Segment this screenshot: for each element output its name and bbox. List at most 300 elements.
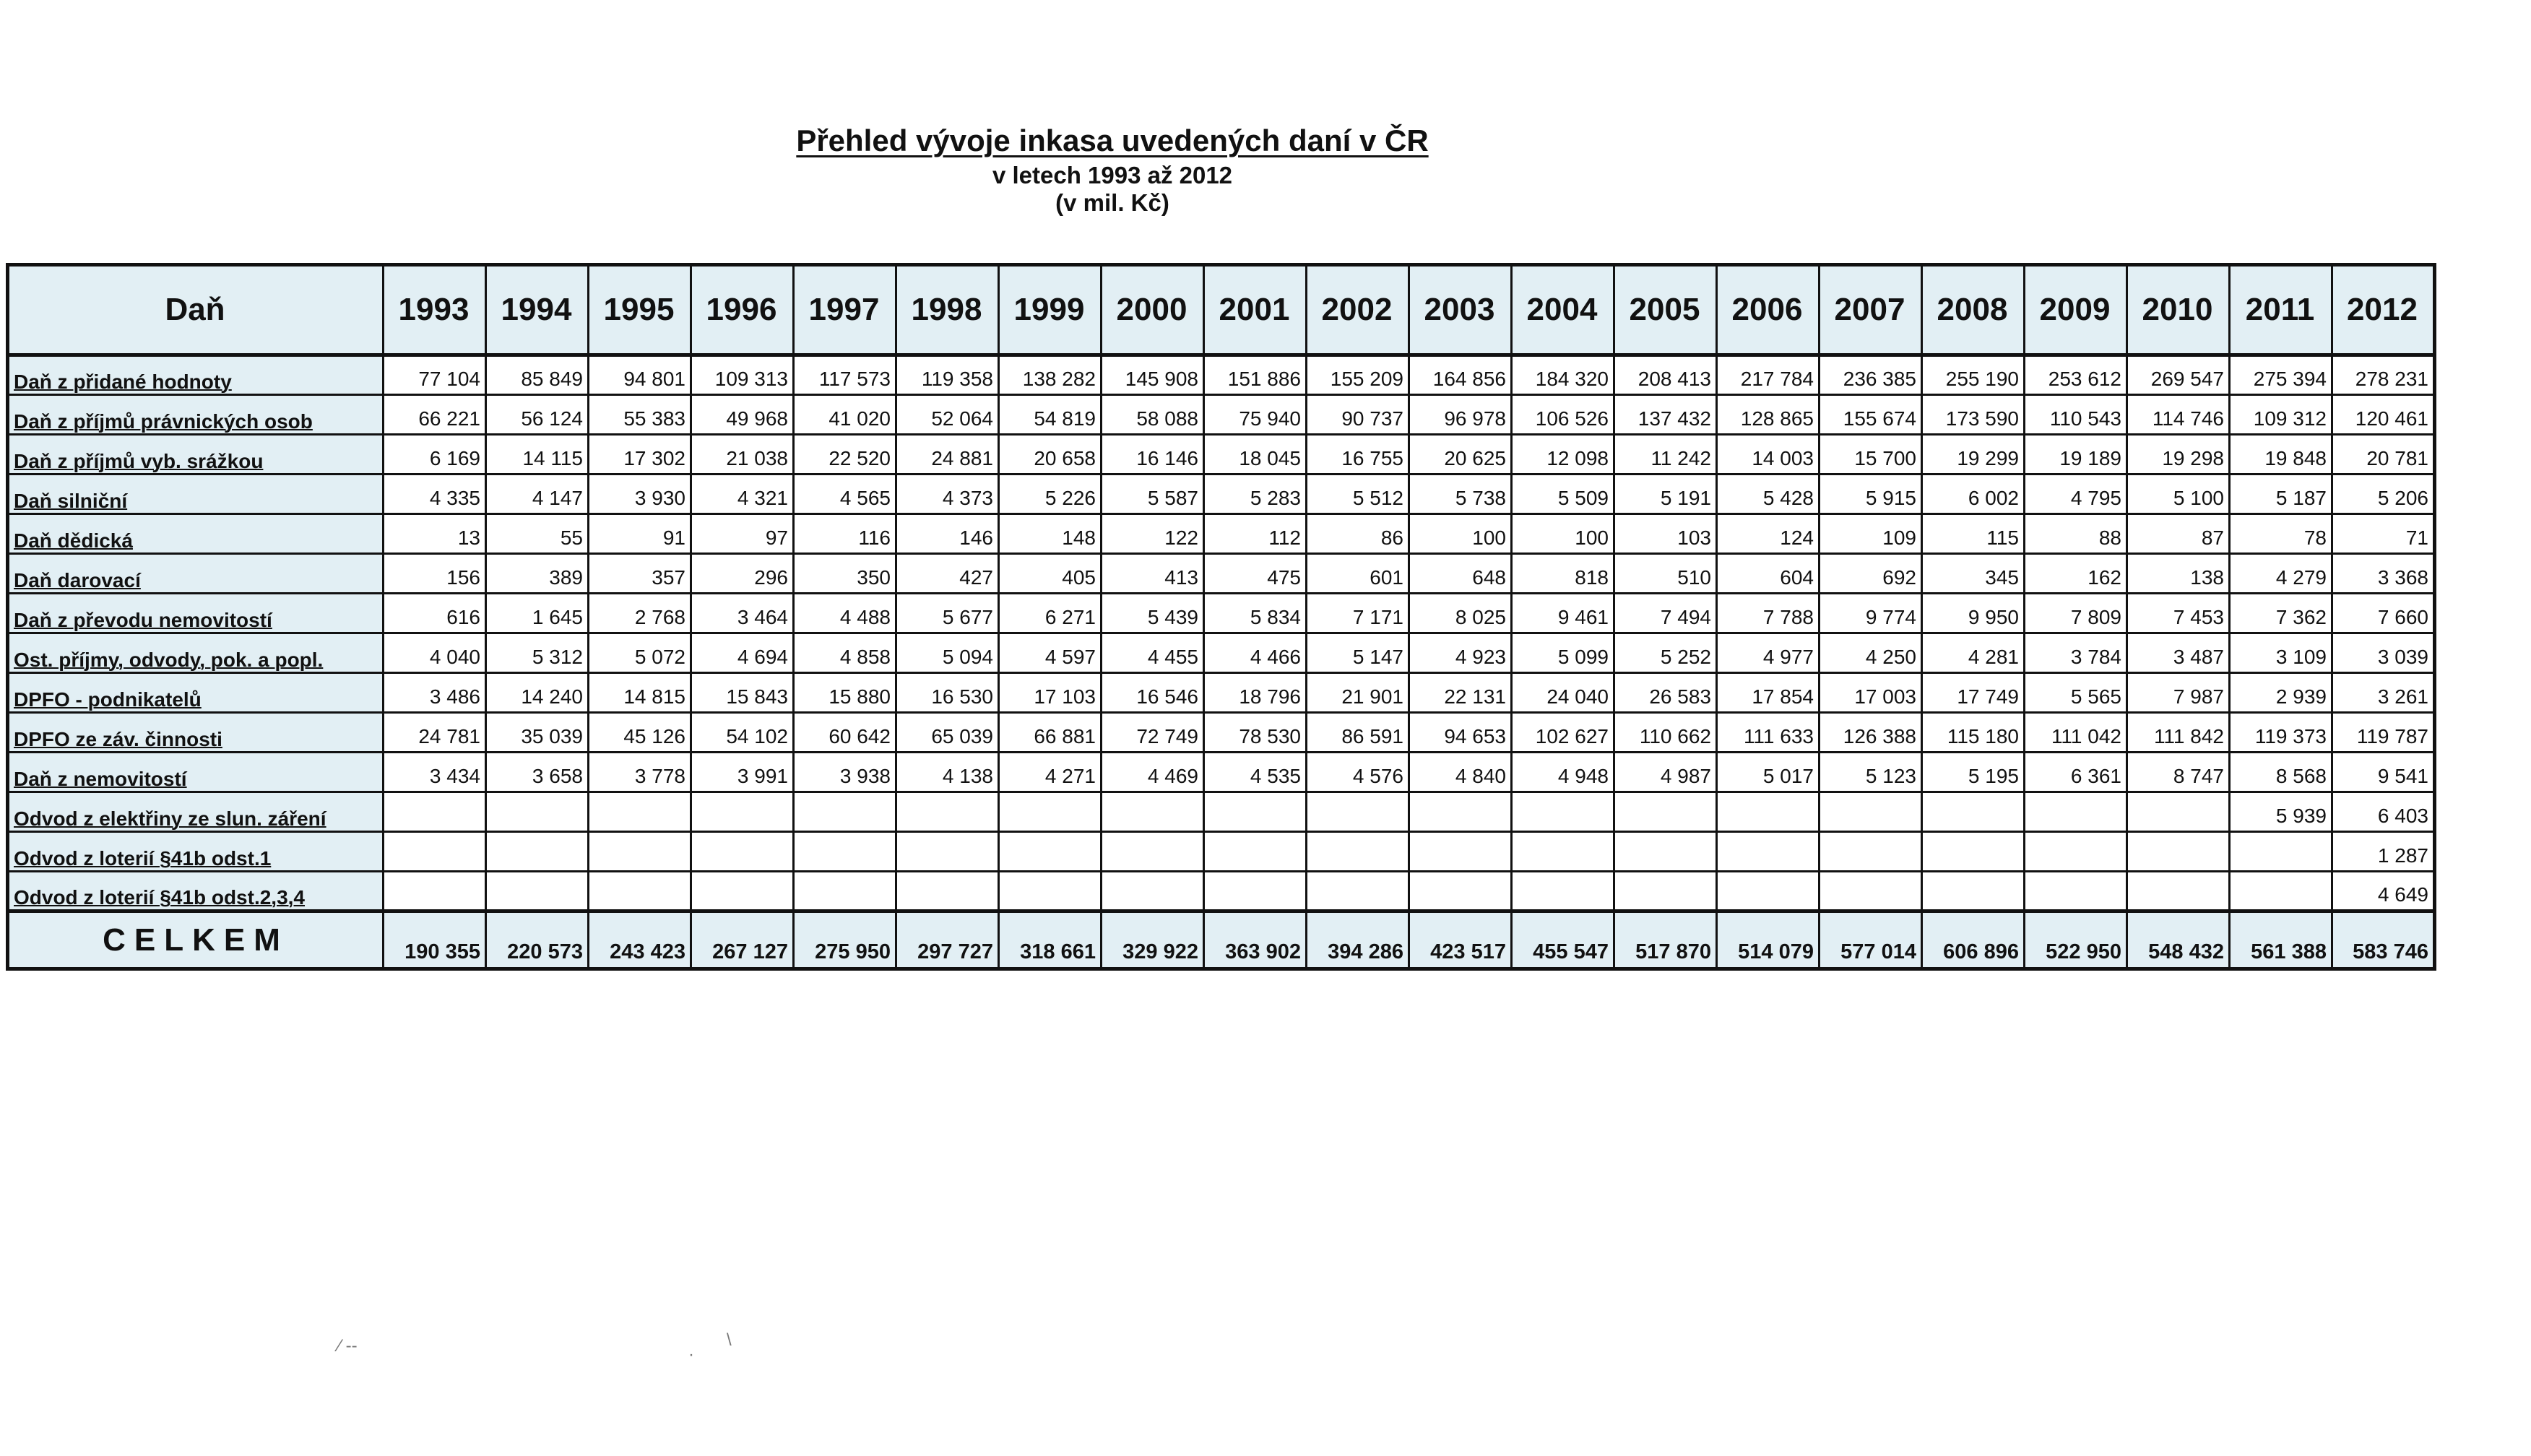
table-cell: 111 042	[2025, 713, 2127, 753]
table-cell: 20 781	[2332, 435, 2435, 474]
table-cell	[1717, 832, 1820, 872]
table-cell: 22 520	[794, 435, 896, 474]
table-cell: 3 784	[2025, 633, 2127, 673]
table-cell: 9 461	[1512, 594, 1614, 633]
column-header-year: 2004	[1512, 265, 1614, 355]
table-cell: 17 103	[999, 673, 1102, 713]
table-cell: 8 568	[2230, 753, 2332, 792]
column-header-year: 2012	[2332, 265, 2435, 355]
table-cell: 14 815	[589, 673, 691, 713]
table-cell: 78	[2230, 514, 2332, 554]
table-cell: 56 124	[486, 395, 589, 435]
table-cell: 137 432	[1614, 395, 1717, 435]
table-cell: 54 102	[691, 713, 794, 753]
column-header-year: 2010	[2127, 265, 2230, 355]
table-cell: 88	[2025, 514, 2127, 554]
total-cell: 561 388	[2230, 911, 2332, 969]
tax-revenue-table	[6, 263, 2436, 971]
total-cell: 583 746	[2332, 911, 2435, 969]
row-label: Odvod z loterií §41b odst.1	[8, 832, 384, 872]
page-title: Přehled vývoje inkasa uvedených daní v ČR	[796, 124, 1429, 157]
table-cell	[486, 872, 589, 911]
table-cell: 111 633	[1717, 713, 1820, 753]
table-cell: 119 373	[2230, 713, 2332, 753]
table-cell	[794, 872, 896, 911]
scan-speck: ⁄ ‐‐	[338, 1336, 358, 1356]
table-cell: 405	[999, 554, 1102, 594]
table-cell: 100	[1512, 514, 1614, 554]
table-cell	[2230, 832, 2332, 872]
table-cell: 7 987	[2127, 673, 2230, 713]
table-cell: 54 819	[999, 395, 1102, 435]
table-cell	[1820, 872, 1922, 911]
table-cell: 7 494	[1614, 594, 1717, 633]
table-cell: 109 313	[691, 355, 794, 395]
table-cell: 7 660	[2332, 594, 2435, 633]
table-cell: 345	[1922, 554, 2025, 594]
table-row	[8, 474, 2435, 514]
header-row	[8, 265, 2435, 355]
table-cell: 6 169	[384, 435, 486, 474]
table-cell	[1512, 792, 1614, 832]
table-cell: 5 738	[1409, 474, 1512, 514]
table-cell: 13	[384, 514, 486, 554]
page-subtitle: v letech 1993 až 2012	[992, 162, 1233, 189]
table-cell: 20 658	[999, 435, 1102, 474]
table-cell: 5 312	[486, 633, 589, 673]
table-cell: 5 017	[1717, 753, 1820, 792]
table-cell: 72 749	[1102, 713, 1204, 753]
total-cell: 220 573	[486, 911, 589, 969]
row-label: Daň z přidané hodnoty	[8, 355, 384, 395]
table-cell	[1717, 792, 1820, 832]
table-cell: 122	[1102, 514, 1204, 554]
table-cell	[384, 832, 486, 872]
table-cell	[1922, 832, 2025, 872]
table-cell: 119 358	[896, 355, 999, 395]
table-cell: 818	[1512, 554, 1614, 594]
table-row	[8, 753, 2435, 792]
row-label: Daň silniční	[8, 474, 384, 514]
table-cell	[1204, 872, 1307, 911]
table-cell: 5 512	[1307, 474, 1409, 514]
table-cell: 427	[896, 554, 999, 594]
table-cell	[1307, 792, 1409, 832]
table-cell: 78 530	[1204, 713, 1307, 753]
table-cell: 106 526	[1512, 395, 1614, 435]
table-cell: 7 788	[1717, 594, 1820, 633]
table-cell: 24 040	[1512, 673, 1614, 713]
table-cell: 94 653	[1409, 713, 1512, 753]
row-label: Odvod z elektřiny ze slun. záření	[8, 792, 384, 832]
table-cell: 3 039	[2332, 633, 2435, 673]
total-cell: 329 922	[1102, 911, 1204, 969]
table-cell	[1204, 792, 1307, 832]
table-row	[8, 673, 2435, 713]
table-cell	[1922, 792, 2025, 832]
row-label: Daň z nemovitostí	[8, 753, 384, 792]
column-header-year: 1997	[794, 265, 896, 355]
table-cell	[1717, 872, 1820, 911]
table-cell: 269 547	[2127, 355, 2230, 395]
total-cell: 190 355	[384, 911, 486, 969]
table-cell: 16 546	[1102, 673, 1204, 713]
table-cell: 4 987	[1614, 753, 1717, 792]
table-cell: 17 854	[1717, 673, 1820, 713]
table-cell: 4 469	[1102, 753, 1204, 792]
table-cell: 24 781	[384, 713, 486, 753]
table-cell	[2127, 872, 2230, 911]
table-cell: 616	[384, 594, 486, 633]
total-cell: 548 432	[2127, 911, 2230, 969]
table-cell	[2127, 792, 2230, 832]
column-header-year: 1995	[589, 265, 691, 355]
column-header-year: 2002	[1307, 265, 1409, 355]
table-cell: 75 940	[1204, 395, 1307, 435]
table-cell: 208 413	[1614, 355, 1717, 395]
table-cell	[691, 832, 794, 872]
table-cell: 24 881	[896, 435, 999, 474]
table-cell: 115 180	[1922, 713, 2025, 753]
table-cell: 5 439	[1102, 594, 1204, 633]
table-cell	[589, 792, 691, 832]
row-label: Daň z příjmů vyb. srážkou	[8, 435, 384, 474]
total-cell: 522 950	[2025, 911, 2127, 969]
column-header-year: 2007	[1820, 265, 1922, 355]
row-label: Daň z převodu nemovitostí	[8, 594, 384, 633]
table-cell: 4 977	[1717, 633, 1820, 673]
table-cell: 5 191	[1614, 474, 1717, 514]
table-cell: 4 373	[896, 474, 999, 514]
table-cell: 18 796	[1204, 673, 1307, 713]
table-cell	[1307, 872, 1409, 911]
table-cell: 16 530	[896, 673, 999, 713]
table-cell	[1614, 872, 1717, 911]
table-cell: 124	[1717, 514, 1820, 554]
table-cell: 4 694	[691, 633, 794, 673]
column-header-year: 1999	[999, 265, 1102, 355]
table-cell: 3 109	[2230, 633, 2332, 673]
table-cell: 151 886	[1204, 355, 1307, 395]
table-cell: 5 252	[1614, 633, 1717, 673]
table-cell: 5 094	[896, 633, 999, 673]
table-cell: 103	[1614, 514, 1717, 554]
table-cell: 26 583	[1614, 673, 1717, 713]
table-cell: 148	[999, 514, 1102, 554]
table-cell: 164 856	[1409, 355, 1512, 395]
table-cell: 6 361	[2025, 753, 2127, 792]
table-cell: 5 915	[1820, 474, 1922, 514]
column-header-year: 2011	[2230, 265, 2332, 355]
table-cell	[1922, 872, 2025, 911]
row-label: Odvod z loterií §41b odst.2,3,4	[8, 872, 384, 911]
table-cell: 14 003	[1717, 435, 1820, 474]
table-row	[8, 554, 2435, 594]
table-cell: 5 226	[999, 474, 1102, 514]
table-cell: 116	[794, 514, 896, 554]
table-cell	[999, 832, 1102, 872]
table-cell: 217 784	[1717, 355, 1820, 395]
table-cell: 5 072	[589, 633, 691, 673]
row-label: DPFO - podnikatelů	[8, 673, 384, 713]
scan-speck: \	[727, 1330, 732, 1350]
table-cell: 146	[896, 514, 999, 554]
table-cell: 4 147	[486, 474, 589, 514]
table-cell: 96 978	[1409, 395, 1512, 435]
table-cell: 255 190	[1922, 355, 2025, 395]
table-cell: 109 312	[2230, 395, 2332, 435]
table-cell: 21 901	[1307, 673, 1409, 713]
table-cell: 86 591	[1307, 713, 1409, 753]
table-cell: 9 950	[1922, 594, 2025, 633]
table-cell: 49 968	[691, 395, 794, 435]
table-cell: 55 383	[589, 395, 691, 435]
table-cell	[1512, 832, 1614, 872]
table-cell: 5 939	[2230, 792, 2332, 832]
total-cell: 243 423	[589, 911, 691, 969]
table-cell: 7 809	[2025, 594, 2127, 633]
total-cell: 275 950	[794, 911, 896, 969]
table-cell: 17 749	[1922, 673, 2025, 713]
table-cell: 8 025	[1409, 594, 1512, 633]
table-cell: 7 362	[2230, 594, 2332, 633]
table-cell: 4 535	[1204, 753, 1307, 792]
table-cell	[1820, 792, 1922, 832]
table-cell: 155 209	[1307, 355, 1409, 395]
table-cell: 85 849	[486, 355, 589, 395]
table-cell: 4 795	[2025, 474, 2127, 514]
table-row	[8, 872, 2435, 911]
table-cell: 21 038	[691, 435, 794, 474]
table-cell: 275 394	[2230, 355, 2332, 395]
table-cell: 17 003	[1820, 673, 1922, 713]
total-cell: 297 727	[896, 911, 999, 969]
table-cell: 357	[589, 554, 691, 594]
table-cell: 4 576	[1307, 753, 1409, 792]
table-cell: 4 321	[691, 474, 794, 514]
table-cell: 2 939	[2230, 673, 2332, 713]
table-cell: 4 597	[999, 633, 1102, 673]
table-cell	[896, 872, 999, 911]
table-cell: 162	[2025, 554, 2127, 594]
table-cell: 19 298	[2127, 435, 2230, 474]
table-cell: 114 746	[2127, 395, 2230, 435]
table-cell: 5 195	[1922, 753, 2025, 792]
total-cell: 423 517	[1409, 911, 1512, 969]
table-cell: 5 677	[896, 594, 999, 633]
total-cell: 267 127	[691, 911, 794, 969]
table-cell: 97	[691, 514, 794, 554]
table-cell: 5 587	[1102, 474, 1204, 514]
table-row	[8, 832, 2435, 872]
table-cell	[2127, 832, 2230, 872]
table-cell: 16 146	[1102, 435, 1204, 474]
row-label: DPFO ze záv. činnosti	[8, 713, 384, 753]
table-cell: 389	[486, 554, 589, 594]
table-cell	[2025, 872, 2127, 911]
table-cell: 4 565	[794, 474, 896, 514]
table-cell: 4 840	[1409, 753, 1512, 792]
table-cell: 117 573	[794, 355, 896, 395]
table-cell: 1 645	[486, 594, 589, 633]
table-cell: 4 271	[999, 753, 1102, 792]
table-cell: 15 843	[691, 673, 794, 713]
table-cell	[1512, 872, 1614, 911]
table-cell: 278 231	[2332, 355, 2435, 395]
table-cell	[691, 872, 794, 911]
table-cell: 3 261	[2332, 673, 2435, 713]
table-row	[8, 435, 2435, 474]
table-cell: 648	[1409, 554, 1512, 594]
column-header-year: 2008	[1922, 265, 2025, 355]
table-cell: 5 100	[2127, 474, 2230, 514]
table-cell	[896, 792, 999, 832]
table-cell	[999, 872, 1102, 911]
table-cell: 475	[1204, 554, 1307, 594]
table-cell: 6 002	[1922, 474, 2025, 514]
table-row	[8, 594, 2435, 633]
table-cell: 138 282	[999, 355, 1102, 395]
table-cell: 5 834	[1204, 594, 1307, 633]
table-cell: 4 649	[2332, 872, 2435, 911]
column-header-year: 1993	[384, 265, 486, 355]
table-cell: 4 466	[1204, 633, 1307, 673]
table-cell: 3 991	[691, 753, 794, 792]
total-row	[8, 911, 2435, 969]
table-cell: 4 279	[2230, 554, 2332, 594]
table-cell: 350	[794, 554, 896, 594]
table-cell: 90 737	[1307, 395, 1409, 435]
table-cell: 4 858	[794, 633, 896, 673]
table-row	[8, 395, 2435, 435]
table-cell	[384, 872, 486, 911]
table-cell: 7 171	[1307, 594, 1409, 633]
table-cell	[1820, 832, 1922, 872]
table-cell: 110 543	[2025, 395, 2127, 435]
table-cell: 5 283	[1204, 474, 1307, 514]
table-row	[8, 713, 2435, 753]
column-header-year: 1998	[896, 265, 999, 355]
table-cell: 77 104	[384, 355, 486, 395]
table-cell: 128 865	[1717, 395, 1820, 435]
table-cell: 111 842	[2127, 713, 2230, 753]
table-cell: 19 848	[2230, 435, 2332, 474]
table-cell: 4 250	[1820, 633, 1922, 673]
table-cell	[1102, 832, 1204, 872]
table-cell	[1307, 832, 1409, 872]
table-cell: 3 486	[384, 673, 486, 713]
table-cell: 236 385	[1820, 355, 1922, 395]
table-cell: 55	[486, 514, 589, 554]
table-cell: 145 908	[1102, 355, 1204, 395]
table-cell: 3 368	[2332, 554, 2435, 594]
table-cell	[2230, 872, 2332, 911]
total-cell: 577 014	[1820, 911, 1922, 969]
table-cell: 66 881	[999, 713, 1102, 753]
table-cell: 5 428	[1717, 474, 1820, 514]
table-cell: 11 242	[1614, 435, 1717, 474]
table-cell: 601	[1307, 554, 1409, 594]
row-label: Ost. příjmy, odvody, pok. a popl.	[8, 633, 384, 673]
table-cell	[1409, 792, 1512, 832]
table-cell: 18 045	[1204, 435, 1307, 474]
table-cell: 1 287	[2332, 832, 2435, 872]
row-label: Daň darovací	[8, 554, 384, 594]
column-header-year: 1996	[691, 265, 794, 355]
table-cell: 3 930	[589, 474, 691, 514]
table-cell: 6 403	[2332, 792, 2435, 832]
table-cell: 14 115	[486, 435, 589, 474]
table-cell: 4 138	[896, 753, 999, 792]
table-cell: 4 040	[384, 633, 486, 673]
column-header-year: 2003	[1409, 265, 1512, 355]
table-cell: 5 147	[1307, 633, 1409, 673]
table-cell: 155 674	[1820, 395, 1922, 435]
table-cell: 5 099	[1512, 633, 1614, 673]
column-header-year: 2005	[1614, 265, 1717, 355]
total-cell: 318 661	[999, 911, 1102, 969]
table-cell: 4 281	[1922, 633, 2025, 673]
column-header-year: 1994	[486, 265, 589, 355]
table-cell: 4 948	[1512, 753, 1614, 792]
table-cell: 119 787	[2332, 713, 2435, 753]
table-cell: 45 126	[589, 713, 691, 753]
table-cell: 66 221	[384, 395, 486, 435]
table-cell: 138	[2127, 554, 2230, 594]
table-cell: 12 098	[1512, 435, 1614, 474]
table-cell	[1409, 832, 1512, 872]
table-cell: 115	[1922, 514, 2025, 554]
table-cell: 19 299	[1922, 435, 2025, 474]
table-cell: 17 302	[589, 435, 691, 474]
table-cell: 3 778	[589, 753, 691, 792]
table-cell	[2025, 832, 2127, 872]
table-cell	[1102, 792, 1204, 832]
table-cell: 94 801	[589, 355, 691, 395]
total-cell: 606 896	[1922, 911, 2025, 969]
table-cell: 15 880	[794, 673, 896, 713]
table-cell: 41 020	[794, 395, 896, 435]
table-cell: 5 123	[1820, 753, 1922, 792]
table-cell: 6 271	[999, 594, 1102, 633]
table-cell	[384, 792, 486, 832]
table-cell: 22 131	[1409, 673, 1512, 713]
table-cell: 413	[1102, 554, 1204, 594]
table-cell: 110 662	[1614, 713, 1717, 753]
table-cell: 604	[1717, 554, 1820, 594]
column-header-dan: Daň	[8, 265, 384, 355]
table-row	[8, 355, 2435, 395]
table-row	[8, 633, 2435, 673]
column-header-year: 2006	[1717, 265, 1820, 355]
table-row	[8, 514, 2435, 554]
table-cell: 4 455	[1102, 633, 1204, 673]
table-cell: 3 658	[486, 753, 589, 792]
scan-speck: ·	[688, 1345, 694, 1364]
table-cell: 5 565	[2025, 673, 2127, 713]
table-cell: 296	[691, 554, 794, 594]
title-block	[780, 124, 1445, 216]
table-cell: 4 335	[384, 474, 486, 514]
table-cell	[794, 832, 896, 872]
table-cell	[486, 832, 589, 872]
table-row	[8, 792, 2435, 832]
table-cell: 58 088	[1102, 395, 1204, 435]
table-cell	[1614, 832, 1717, 872]
column-header-year: 2001	[1204, 265, 1307, 355]
table-cell	[691, 792, 794, 832]
table-cell: 91	[589, 514, 691, 554]
